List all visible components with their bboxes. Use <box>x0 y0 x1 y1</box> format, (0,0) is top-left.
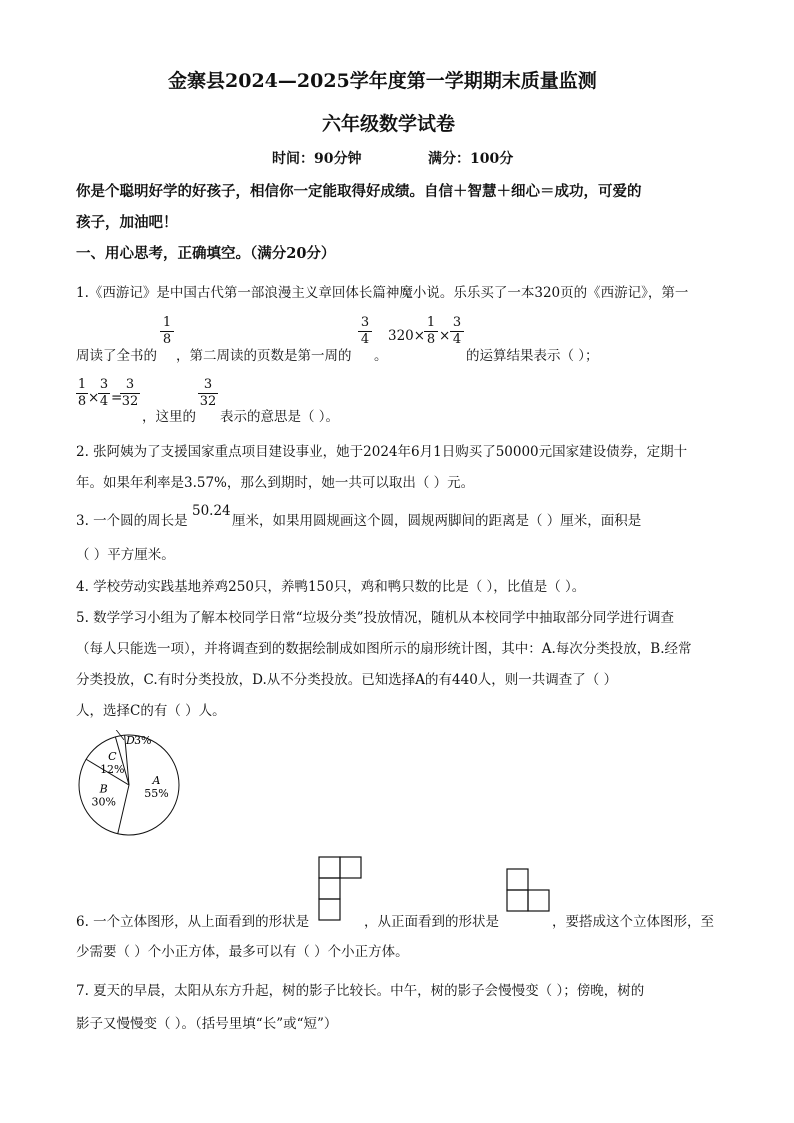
pie-value-D: 3% <box>133 733 152 747</box>
q1-expr-times: × <box>439 328 451 344</box>
q3-rest: 厘米，如果用圆规画这个圆，圆规两脚间的距离是（ ）厘米，面积是 <box>232 513 642 529</box>
q1-part-d: 的运算结果表示（ ）； <box>466 348 599 364</box>
q1-fraction-1-8 <box>160 316 174 347</box>
q5-line-1: 5. 数学学习小组为了解本校同学日常“垃圾分类”投放情况，随机从本校同学中抽取部分同学进行调查 <box>76 610 674 626</box>
q1-line-1: 1.《西游记》是中国古代第一部浪漫主义章回体长篇神魔小说。乐乐买了一本320页的《西游记》，第一 <box>76 285 689 301</box>
q6-lead: 6. 一个立体图形，从上面看到的形状是 <box>76 914 310 930</box>
fraction-numerator: 3 <box>452 315 462 330</box>
q6-mid: ，从正面看到的形状是 <box>364 914 499 930</box>
fraction-numerator: 3 <box>99 377 109 392</box>
pie-label-A: A <box>152 773 161 787</box>
intro-line-2: 孩子，加油吧！ <box>76 214 178 231</box>
fraction-denominator: 4 <box>360 332 370 347</box>
top-view-shape-icon <box>318 856 362 922</box>
section-1-heading: 一、用心思考，正确填空。（满分20分） <box>76 245 336 262</box>
fraction-denominator: 32 <box>199 394 217 409</box>
q6-rest: ，要搭成这个立体图形，至 <box>552 914 714 930</box>
pie-value-A: 55% <box>144 786 169 800</box>
fraction-denominator: 4 <box>452 332 462 347</box>
pie-label-D: D <box>125 733 135 747</box>
pie-label-C: C <box>108 750 117 764</box>
fraction-denominator: 8 <box>426 332 436 347</box>
q2-line-2: 年。如果年利率是3.57%，那么到期时，她一共可以取出（ ）元。 <box>76 475 475 491</box>
q1-fraction-3-4 <box>358 316 372 347</box>
exam-time: 时间：90分钟 <box>272 151 362 167</box>
q1-part-c: 。 <box>374 348 388 364</box>
q3-lead: 3. 一个圆的周长是 <box>76 513 188 529</box>
exam-score: 满分：100分 <box>428 151 514 167</box>
q7-line-2: 影子又慢慢变（ ）。（括号里填“长”或“短”） <box>76 1016 338 1032</box>
q4-line-1: 4. 学校劳动实践基地养鸡250只，养鸭150只，鸡和鸭只数的比是（ ），比值是（ ）。 <box>76 579 586 595</box>
front-view-shape-icon <box>506 868 550 912</box>
q7-line-1: 7. 夏天的早晨，太阳从东方升起，树的影子比较长。中午，树的影子会慢慢变（ ）；傍晚，树的 <box>76 983 645 999</box>
q5-line-2: （每人只能选一项），并将调查到的数据绘制成如图所示的扇形统计图，其中：A.每次分类投放，B.经常 <box>76 641 692 657</box>
fraction-numerator: 3 <box>203 377 213 392</box>
q1-expr-fraction-3-4 <box>450 316 464 347</box>
q1-part-a: 周读了全书的 <box>76 348 157 364</box>
pie-value-C: 12% <box>100 763 125 777</box>
q1-expression-lead: 320× <box>388 328 426 344</box>
fraction-denominator: 8 <box>77 394 87 409</box>
q1-part-f: 表示的意思是（ ）。 <box>220 409 340 425</box>
pie-slice-boundary-B <box>118 785 129 834</box>
exam-subtitle: 六年级数学试卷 <box>322 113 456 135</box>
pie-chart <box>72 730 212 840</box>
fraction-numerator: 1 <box>77 377 87 392</box>
q1-expr-fraction-1-8 <box>424 316 438 347</box>
pie-label-B: B <box>99 782 108 796</box>
q1-eq-sign: = <box>111 390 123 406</box>
fraction-denominator: 8 <box>162 332 172 347</box>
fraction-numerator: 1 <box>162 315 172 330</box>
fraction-denominator: 4 <box>99 394 109 409</box>
q6-line-2: 少需要（ ）个小正方体，最多可以有（ ）个小正方体。 <box>76 944 409 960</box>
q3-circumference-value: 50.24 <box>192 503 231 519</box>
fraction-denominator: 32 <box>121 394 139 409</box>
fraction-numerator: 3 <box>360 315 370 330</box>
intro-line-1: 你是个聪明好学的好孩子，相信你一定能取得好成绩。自信＋智慧＋细心＝成功，可爱的 <box>76 183 642 200</box>
q5-line-4: 人，选择C的有（ ）人。 <box>76 703 226 719</box>
q1-eq-fraction-3-4 <box>98 378 110 409</box>
exam-title: 金寨县2024—2025学年度第一学期期末质量监测 <box>168 70 597 92</box>
q3-line-2: （ ）平方厘米。 <box>76 547 175 563</box>
q1-fraction-3-32 <box>198 378 218 409</box>
q1-part-b: ，第二周读的页数是第一周的 <box>176 348 352 364</box>
fraction-numerator: 3 <box>125 377 135 392</box>
pie-value-B: 30% <box>91 795 116 809</box>
q1-eq-fraction-3-32 <box>120 378 140 409</box>
fraction-numerator: 1 <box>426 315 436 330</box>
q1-part-e: ，这里的 <box>142 409 196 425</box>
q2-line-1: 2. 张阿姨为了支援国家重点项目建设事业，她于2024年6月1日购买了50000元国家建设债券，定期十 <box>76 444 688 460</box>
q5-line-3: 分类投放，C.有时分类投放，D.从不分类投放。已知选择A的有440人，则一共调查了（ ） <box>76 672 618 688</box>
q1-eq-fraction-1-8 <box>76 378 88 409</box>
q1-eq-times: × <box>88 390 100 406</box>
